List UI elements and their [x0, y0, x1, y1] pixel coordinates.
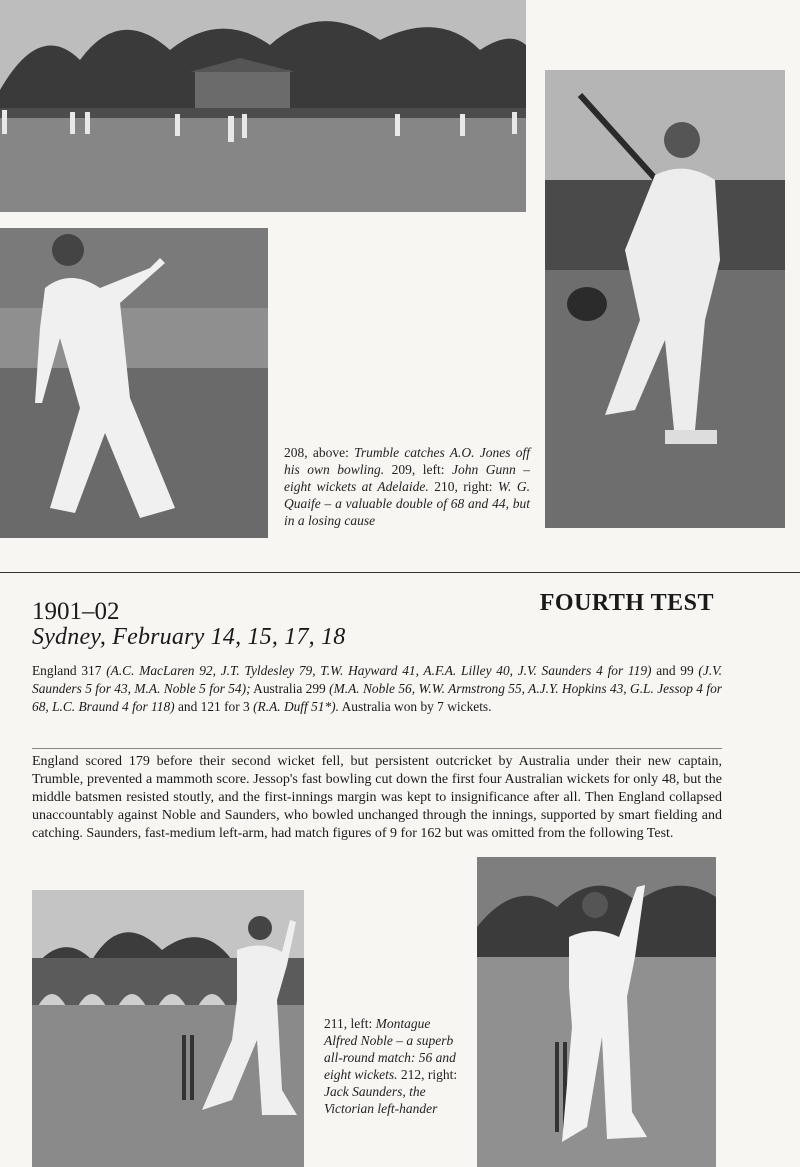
saunders-bowling-photo — [477, 857, 716, 1167]
season-year: 1901–02 — [32, 598, 120, 625]
scorecard-divider — [32, 748, 722, 749]
caption-text: W. G. Quaife – a valuable double of 68 and 44, but in a losing cause — [284, 479, 531, 528]
score-text: Australia 299 — [250, 681, 330, 696]
caption-label: 211, left: — [324, 1016, 376, 1031]
adelaide-ground-photo — [0, 0, 526, 212]
caption-text: Jack Saunders, the Victorian left-hander — [324, 1084, 438, 1116]
score-detail: (A.C. MacLaren 92, J.T. Tyldesley 79, T.W. Hayward 41, A.F.A. Lilley 40, J.V. Saunders 4 for 119) — [106, 663, 652, 678]
test-title: FOURTH TEST — [539, 590, 714, 616]
noble-batting-photo — [32, 890, 304, 1167]
match-report: England scored 179 before their second wicket fell, but persistent outcricket by Australia under their new captain, Trumble, prevented a mammoth score. Jessop's fast bowling cut down the first four Australian wickets for only 48, but the middle batsmen resisted stoutly, and the first-innings margin was kept to insignificance after all. Then England collapsed unaccountably against Noble and Saunders, who bowled unchanged through the innings, supported by smart fielding and catching. Saunders, fast-medium left-arm, had match figures of 9 for 162 but was omitted from the following Test. — [32, 754, 722, 841]
score-detail: (R.A. Duff 51*). — [253, 699, 339, 714]
score-text: and 99 — [651, 663, 699, 678]
caption-label: 210, right: — [428, 479, 499, 494]
caption-label: 208, above: — [284, 445, 355, 460]
section-divider — [0, 572, 800, 573]
caption-label: 212, right: — [397, 1067, 458, 1082]
caption-text: Montague Alfred Noble – a superb all-round match: 56 and eight wickets. — [324, 1016, 456, 1082]
caption-text: Trumble catches A.O. Jones off his own bowling. — [284, 445, 530, 477]
quaife-batting-photo — [545, 70, 785, 528]
score-detail: (J.V. Saunders 5 for 43, M.A. Noble 5 for 54); — [32, 663, 722, 696]
score-text: England 317 — [32, 663, 107, 678]
score-detail: (M.A. Noble 56, W.W. Armstrong 55, A.J.Y. Hopkins 43, G.L. Jessop 4 for 68, L.C. Braund 4 for 118) — [32, 681, 722, 714]
caption-photos-211-212 — [324, 1015, 464, 1117]
john-gunn-bowling-photo — [0, 228, 268, 538]
caption-text: John Gunn – eight wickets at Adelaide. — [284, 462, 530, 494]
match-venue-dates: Sydney, February 14, 15, 17, 18 — [32, 624, 346, 650]
caption-photos-208-210 — [284, 444, 530, 529]
score-result: Australia won by 7 wickets. — [339, 699, 492, 714]
scorecard-summary — [32, 662, 722, 716]
caption-label: 209, left: — [384, 462, 452, 477]
score-text: and 121 for 3 — [174, 699, 254, 714]
